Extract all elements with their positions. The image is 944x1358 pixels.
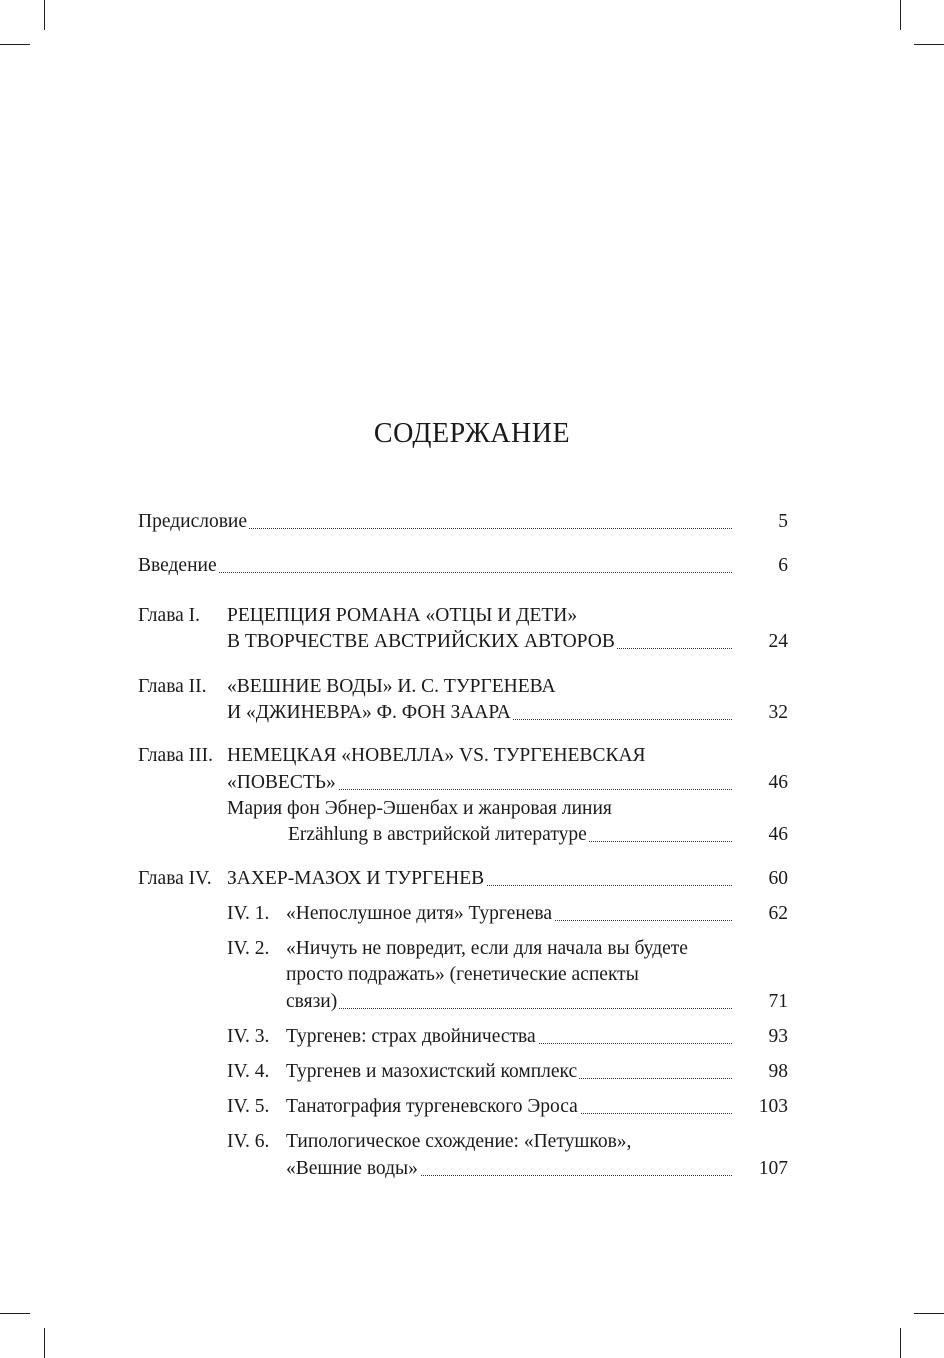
section-title: связи) — [286, 991, 338, 1012]
toc-page-number: 24 — [768, 631, 788, 652]
toc-page-number: 103 — [758, 1096, 788, 1117]
section-number: IV. 5. — [227, 1096, 270, 1117]
chapter-title: И «ДЖИНЕВРА» Ф. ФОН ЗААРА — [227, 702, 511, 723]
crop-mark — [0, 44, 30, 45]
toc-page-number: 32 — [768, 702, 788, 723]
section-title: «Вешние воды» — [286, 1158, 418, 1179]
toc-entry-label: Введение — [138, 555, 217, 576]
toc-entry[interactable] — [138, 866, 788, 892]
section-number: IV. 6. — [227, 1131, 270, 1152]
section-title: Типологическое схождение: «Петушков», — [286, 1131, 632, 1152]
crop-mark — [0, 1313, 30, 1314]
section-number: IV. 4. — [227, 1061, 270, 1082]
toc-subentry[interactable] — [138, 901, 788, 927]
subentry-title: Мария фон Эбнер-Эшенбах и жанровая линия — [227, 798, 612, 819]
section-number: IV. 2. — [227, 938, 270, 959]
toc-subentry-heading[interactable] — [138, 796, 788, 822]
toc-subentry[interactable] — [138, 822, 788, 848]
toc-page-number: 60 — [768, 868, 788, 889]
chapter-title: РЕЦЕПЦИЯ РОМАНА «ОТЦЫ И ДЕТИ» — [227, 605, 578, 626]
page-title: СОДЕРЖАНИЕ — [373, 418, 571, 449]
chapter-title: ЗАХЕР-МАЗОХ И ТУРГЕНЕВ — [227, 868, 485, 889]
toc-entry[interactable] — [138, 770, 788, 796]
toc-subentry[interactable] — [138, 1024, 788, 1050]
toc-subentry-heading[interactable] — [138, 936, 788, 962]
section-title: Тургенев: страх двойничества — [286, 1026, 536, 1047]
subentry-title: Erzählung в австрийской литературе — [288, 824, 587, 845]
chapter-label: Глава III. — [138, 745, 214, 766]
toc-entry-label: Предисловие — [138, 511, 248, 532]
section-number: IV. 1. — [227, 903, 270, 924]
toc-page-number: 46 — [768, 824, 788, 845]
chapter-title: НЕМЕЦКАЯ «НОВЕЛЛА» VS. ТУРГЕНЕВСКАЯ — [227, 745, 646, 766]
toc-page-number: 107 — [758, 1158, 788, 1179]
toc-subentry-heading[interactable] — [138, 962, 788, 988]
toc-subentry[interactable] — [138, 1094, 788, 1120]
toc-page-number: 93 — [768, 1026, 788, 1047]
chapter-title: «ПОВЕСТЬ» — [227, 772, 336, 793]
chapter-title: «ВЕШНИЕ ВОДЫ» И. С. ТУРГЕНЕВА — [227, 676, 556, 697]
section-title: «Ничуть не повредит, если для начала вы будете — [286, 938, 688, 959]
toc-chapter-heading[interactable] — [138, 674, 788, 700]
toc-entry[interactable] — [138, 553, 788, 579]
chapter-title: В ТВОРЧЕСТВЕ АВСТРИЙСКИХ АВТОРОВ — [227, 631, 615, 652]
toc-subentry[interactable] — [138, 1156, 788, 1182]
toc-page-number: 62 — [768, 903, 788, 924]
crop-mark — [44, 1328, 45, 1358]
crop-mark — [914, 44, 944, 45]
section-title: Тургенев и мазохистский комплекс — [286, 1061, 578, 1082]
chapter-label: Глава I. — [138, 605, 201, 626]
crop-mark — [900, 0, 901, 30]
section-title: Танатография тургеневского Эроса — [286, 1096, 578, 1117]
toc-entry[interactable] — [138, 509, 788, 535]
section-number: IV. 3. — [227, 1026, 270, 1047]
chapter-label: Глава II. — [138, 676, 207, 697]
toc-page-number: 5 — [778, 511, 788, 532]
chapter-label: Глава IV. — [138, 868, 212, 889]
toc-entry[interactable] — [138, 700, 788, 726]
toc-page-number: 6 — [778, 555, 788, 576]
crop-mark — [44, 0, 45, 30]
toc-page-number: 71 — [768, 991, 788, 1012]
section-title: просто подражать» (генетические аспекты — [286, 964, 639, 985]
section-title: «Непослушное дитя» Тургенева — [286, 903, 553, 924]
toc-entry[interactable] — [138, 629, 788, 655]
toc-subentry[interactable] — [138, 989, 788, 1015]
toc-subentry[interactable] — [138, 1059, 788, 1085]
toc-chapter-heading[interactable] — [138, 743, 788, 769]
toc-subentry-heading[interactable] — [138, 1129, 788, 1155]
toc-page-number: 98 — [768, 1061, 788, 1082]
toc-page-number: 46 — [768, 772, 788, 793]
toc-chapter-heading[interactable] — [138, 603, 788, 629]
crop-mark — [914, 1313, 944, 1314]
crop-mark — [900, 1328, 901, 1358]
